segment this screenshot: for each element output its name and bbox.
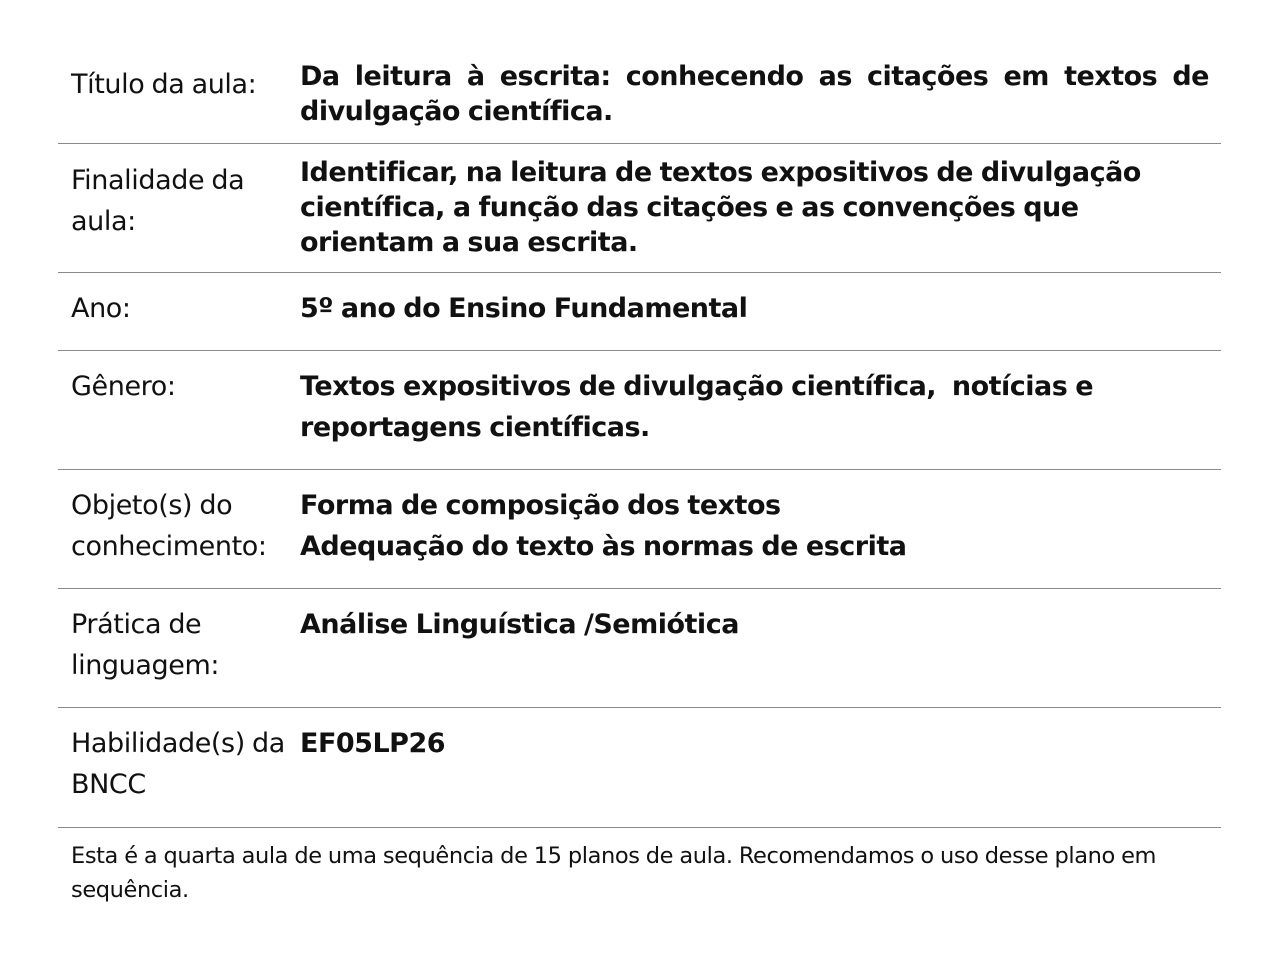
sequence-note: Esta é a quarta aula de uma sequência de 15 planos de aula. Recomendamos o uso desse plano em sequência. — [71, 843, 1157, 903]
bncc-skill-code: EF05LP26 — [300, 728, 446, 759]
school-year-label: Ano: — [71, 293, 131, 324]
lesson-title-value — [300, 48, 1221, 143]
genre-text: Textos expositivos de divulgação científica, notícias e reportagens científicas. — [300, 371, 1101, 443]
lesson-plan-table — [58, 48, 1221, 907]
genre-label: Gênero: — [71, 371, 176, 402]
row-lesson-title — [58, 48, 1221, 144]
lesson-title-text: Da leitura à escrita: conhecendo as citações em textos de divulgação científica. — [300, 61, 1209, 127]
row-school-year — [58, 273, 1221, 351]
lesson-purpose-label: Finalidade da aula: — [71, 165, 245, 237]
language-practice-value — [300, 589, 1221, 707]
row-knowledge-objects — [58, 470, 1221, 589]
language-practice-label: Prática de linguagem: — [71, 609, 220, 681]
bncc-skills-label: Habilidade(s) da BNCC — [71, 728, 285, 800]
row-bncc-skills — [58, 708, 1221, 828]
knowledge-object-item: Adequação do texto às normas de escrita — [300, 531, 907, 562]
row-genre — [58, 351, 1221, 470]
language-practice-text: Análise Linguística /Semiótica — [300, 609, 739, 640]
genre-value — [300, 351, 1221, 469]
school-year-value — [300, 273, 1221, 350]
knowledge-objects-value — [300, 470, 1221, 588]
knowledge-objects-label: Objeto(s) do conhecimento: — [71, 490, 267, 562]
school-year-text: 5º ano do Ensino Fundamental — [300, 293, 748, 324]
bncc-skills-value — [300, 708, 1221, 827]
knowledge-object-item: Forma de composição dos textos — [300, 490, 781, 521]
lesson-title-label: Título da aula: — [71, 69, 257, 100]
lesson-purpose-text: Identificar, na leitura de textos expositivos de divulgação científica, a função das citações e as convenções que orientam a sua escrita. — [300, 157, 1141, 258]
row-language-practice — [58, 589, 1221, 708]
lesson-purpose-value — [300, 144, 1221, 272]
row-lesson-purpose — [58, 144, 1221, 273]
